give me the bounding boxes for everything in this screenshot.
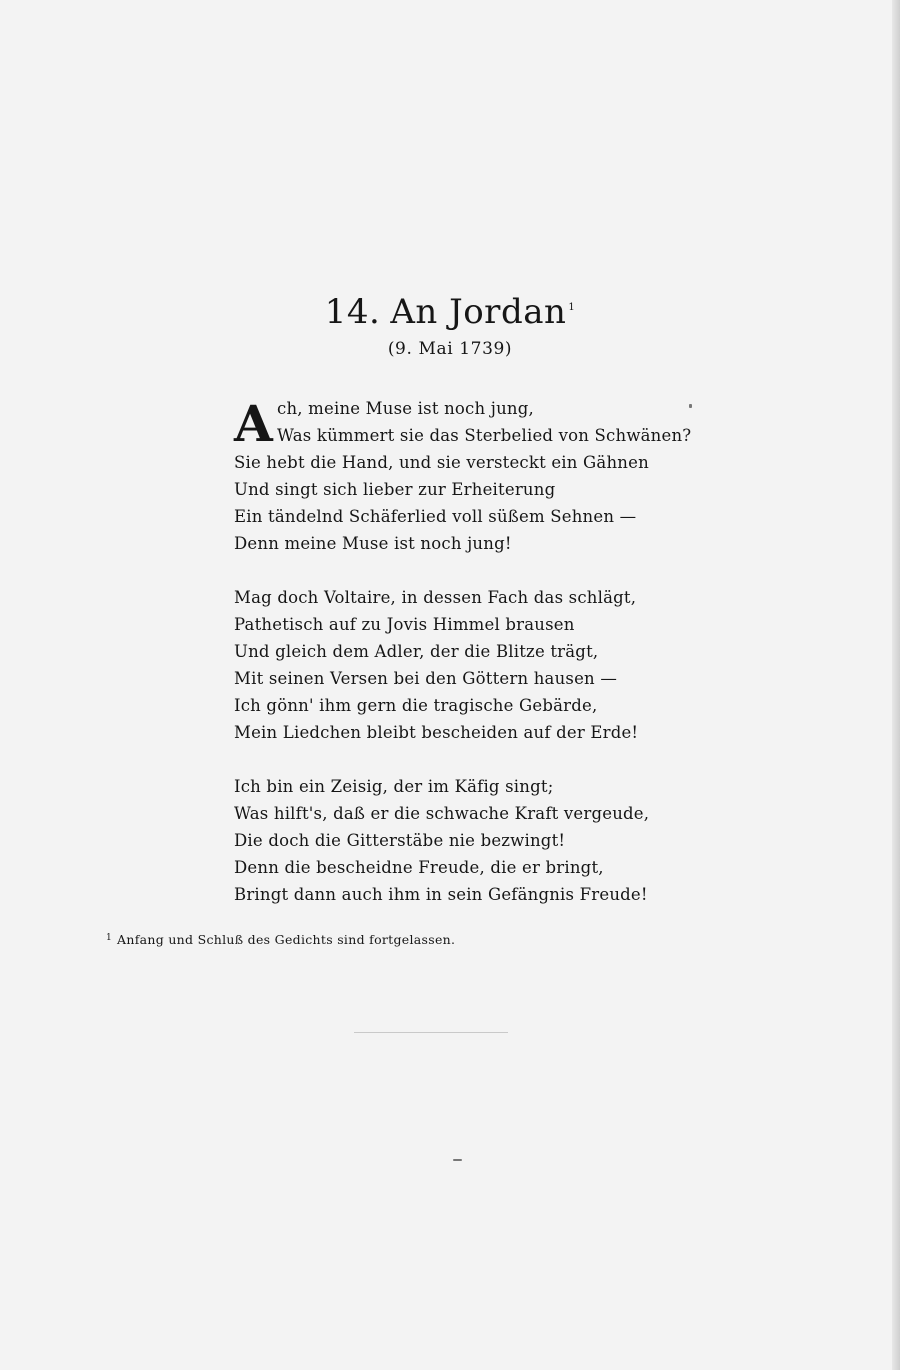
poem-line: Denn meine Muse ist noch jung! bbox=[234, 534, 512, 553]
poem-line: Und gleich dem Adler, der die Blitze trägt, bbox=[234, 642, 599, 661]
poem-body bbox=[234, 395, 734, 935]
poem-line: Die doch die Gitterstäbe nie bezwingt! bbox=[234, 831, 566, 850]
print-speck bbox=[453, 1159, 462, 1161]
poem-date: (9. Mai 1739) bbox=[387, 339, 513, 359]
footnote bbox=[106, 930, 455, 950]
poem-line: Und singt sich lieber zur Erheiterung bbox=[234, 480, 556, 499]
poem-line: Was kümmert sie das Sterbelied von Schwänen? bbox=[277, 426, 692, 445]
footnote-text: Anfang und Schluß des Gedichts sind fortgelassen. bbox=[117, 932, 456, 947]
drop-cap: A bbox=[234, 394, 273, 453]
poem-title bbox=[0, 292, 900, 332]
poem-line: Pathetisch auf zu Jovis Himmel brausen bbox=[234, 615, 575, 634]
poem-line: Denn die bescheidne Freude, die er bringt, bbox=[234, 858, 604, 877]
divider-rule bbox=[354, 1032, 508, 1033]
title-footnote-ref: 1 bbox=[568, 302, 576, 313]
poem-line: Mit seinen Versen bei den Göttern hausen — bbox=[234, 669, 618, 688]
poem-line: Mag doch Voltaire, in dessen Fach das schlägt, bbox=[234, 588, 637, 607]
stanza-3 bbox=[234, 773, 734, 908]
poem-number: 14. bbox=[324, 292, 381, 332]
poem-line: Sie hebt die Hand, und sie versteckt ein Gähnen bbox=[234, 453, 649, 472]
poem-line: Was hilft's, daß er die schwache Kraft vergeude, bbox=[234, 804, 650, 823]
poem-line: Bringt dann auch ihm in sein Gefängnis Freude! bbox=[234, 885, 648, 904]
page-edge-shadow bbox=[892, 0, 900, 1370]
footnote-mark: 1 bbox=[106, 933, 113, 943]
print-speck bbox=[689, 404, 692, 408]
poem-line: Mein Liedchen bleibt bescheiden auf der Erde! bbox=[234, 723, 639, 742]
poem-line: Ich bin ein Zeisig, der im Käfig singt; bbox=[234, 777, 554, 796]
poem-line: ch, meine Muse ist noch jung, bbox=[277, 399, 534, 418]
stanza-1 bbox=[234, 395, 734, 557]
stanza-2 bbox=[234, 584, 734, 746]
poem-title-text: An Jordan bbox=[390, 292, 567, 332]
poem-line: Ein tändelnd Schäferlied voll süßem Sehnen — bbox=[234, 507, 637, 526]
poem-line: Ich gönn' ihm gern die tragische Gebärde, bbox=[234, 696, 598, 715]
